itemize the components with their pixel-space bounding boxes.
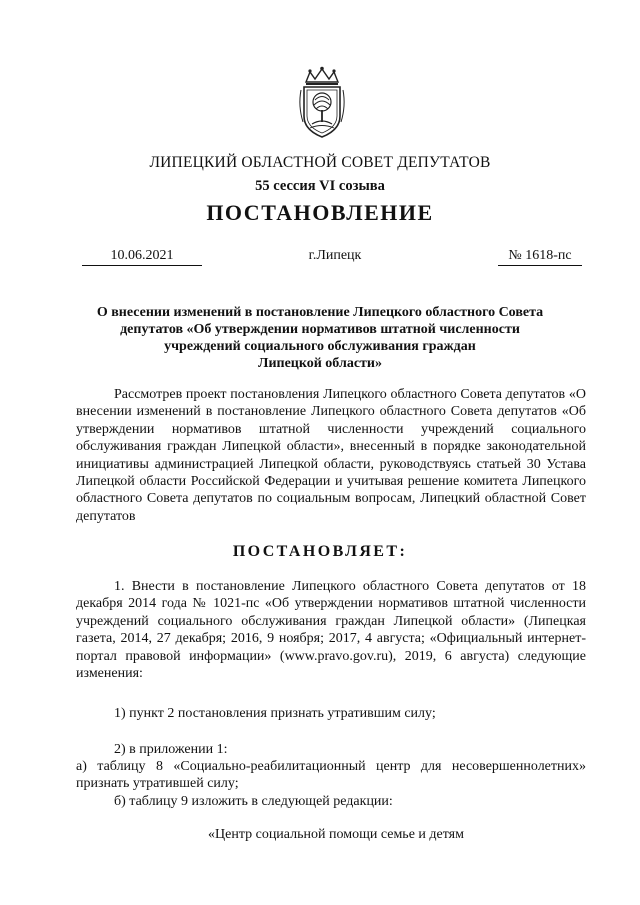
title-line: учреждений социального обслуживания граждан [164, 339, 476, 354]
document-title [60, 304, 580, 372]
title-line: Липецкой области» [258, 356, 382, 371]
session-label: 55 сессия VI созыва [255, 178, 385, 194]
document-number: № 1618-пс [498, 247, 582, 266]
quoted-table-title: «Центр социальной помощи семье и детям [208, 827, 464, 842]
organization-name: ЛИПЕЦКИЙ ОБЛАСТНОЙ СОВЕТ ДЕПУТАТОВ [149, 154, 491, 171]
title-line: депутатов «Об утверждении нормативов штатной численности [120, 322, 520, 337]
sub-item-a: а) таблицу 8 «Социально-реабилитационный центр для несовершеннолетних» признать утратившей силу; [76, 759, 586, 792]
decree-heading: ПОСТАНОВЛЯЕТ: [232, 543, 408, 560]
sub-item-b: б) таблицу 9 изложить в следующей редакции: [114, 794, 393, 809]
document-type-heading: ПОСТАНОВЛЕНИЕ [206, 200, 434, 225]
coat-of-arms-emblem [296, 66, 348, 140]
list-item-2: 2) в приложении 1: [114, 742, 228, 757]
document-city: г.Липецк [308, 248, 362, 263]
list-item-1: 1) пункт 2 постановления признать утратившим силу; [114, 706, 436, 721]
preamble-paragraph: Рассмотрев проект постановления Липецкого областного Совета депутатов «О внесении изменений в постановление Липецкого областного Совета депутатов «Об утверждении нормативов штатной численности учреждений социального обслуживания граждан Липецкой области», внесенный в порядке законодательной инициативы администрацией Липецкой области, руководствуясь статьей 30 Устава Липецкой области Российской Федерации и учитывая решение комитета Липецкого областного Совета депутатов по социальным вопросам, Липецкий областной Совет депутатов [76, 387, 586, 524]
point-1-paragraph: 1. Внести в постановление Липецкого областного Совета депутатов от 18 декабря 2014 года № 1021-пс «Об утверждении нормативов штатной численности учреждений социального обслуживания граждан Липецкой области» (Липецкая газета, 2014, 27 декабря; 2016, 9 ноября; 2017, 4 августа; «Официальный интернет-портал правовой информации» (www.pravo.gov.ru), 2019, 6 августа) следующие изменения: [76, 579, 586, 682]
document-date: 10.06.2021 [82, 247, 202, 266]
title-line: О внесении изменений в постановление Липецкого областного Совета [96, 305, 544, 320]
